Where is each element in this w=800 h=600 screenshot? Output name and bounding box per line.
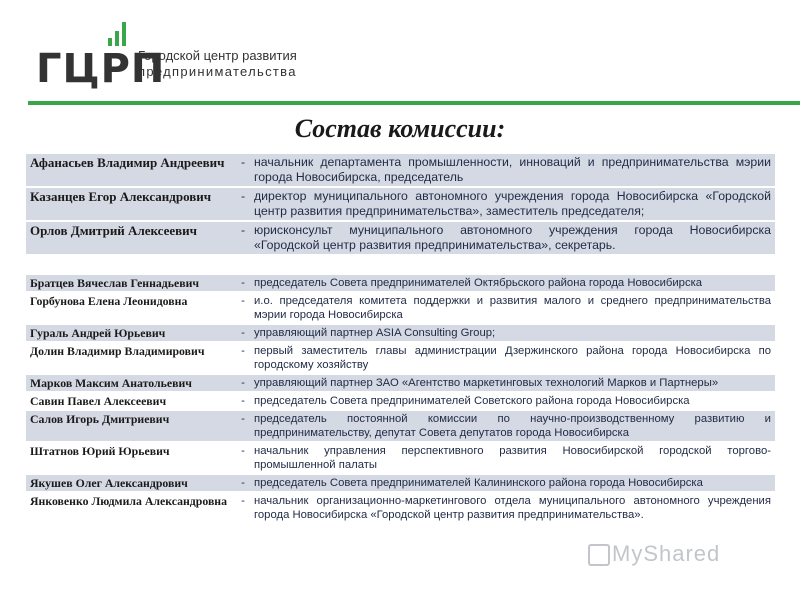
member-role: управляющий партнер ASIA Consulting Group; — [250, 325, 775, 341]
member-name: Савин Павел Алексеевич — [26, 393, 236, 409]
logo-abbreviation: ГЦРП — [36, 46, 166, 92]
logo — [36, 20, 336, 90]
member-dash: - — [236, 275, 250, 291]
member-dash: - — [236, 375, 250, 391]
member-role: директор муниципального автономного учреждения города Новосибирска «Городской центр развития предпринимательства», заместитель председателя; — [250, 188, 775, 220]
member-dash: - — [236, 411, 250, 441]
leadership-table — [26, 152, 775, 256]
member-row — [26, 393, 775, 409]
member-name: Горбунова Елена Леонидовна — [26, 293, 236, 323]
member-name: Марков Максим Анатольевич — [26, 375, 236, 391]
member-dash: - — [236, 325, 250, 341]
member-name: Гураль Андрей Юрьевич — [26, 325, 236, 341]
member-dash: - — [236, 493, 250, 523]
member-row — [26, 188, 775, 220]
member-name: Янковенко Людмила Александровна — [26, 493, 236, 523]
watermark-icon — [588, 544, 610, 566]
member-row — [26, 154, 775, 186]
member-row — [26, 375, 775, 391]
member-row — [26, 493, 775, 523]
member-role: председатель Совета предпринимателей Калининского района города Новосибирска — [250, 475, 775, 491]
member-role: первый заместитель главы администрации Дзержинского района города Новосибирска по городскому хозяйству — [250, 343, 775, 373]
member-name: Якушев Олег Александрович — [26, 475, 236, 491]
header-divider — [28, 101, 800, 105]
member-name: Орлов Дмитрий Алексеевич — [26, 222, 236, 254]
logo-text — [138, 48, 297, 80]
member-dash: - — [236, 154, 250, 186]
member-dash: - — [236, 293, 250, 323]
member-role: юрисконсульт муниципального автономного учреждения города Новосибирска «Городской центр развития предпринимательства», секретарь. — [250, 222, 775, 254]
watermark — [612, 541, 720, 567]
member-row — [26, 343, 775, 373]
watermark-text: MyShared — [612, 541, 721, 566]
member-row — [26, 325, 775, 341]
member-dash: - — [236, 475, 250, 491]
member-role: председатель Совета предпринимателей Советского района города Новосибирска — [250, 393, 775, 409]
member-role: и.о. председателя комитета поддержки и развития малого и среднего предпринимательства мэрии города Новосибирска — [250, 293, 775, 323]
bar-chart-icon — [108, 20, 132, 46]
member-role: начальник департамента промышленности, инноваций и предпринимательства мэрии города Новосибирска, председатель — [250, 154, 775, 186]
members-table — [26, 273, 775, 525]
member-row — [26, 293, 775, 323]
member-role: председатель постоянной комиссии по научно-производственному развитию и предпринимательству, депутат Совета депутатов города Новосибирска — [250, 411, 775, 441]
member-role: председатель Совета предпринимателей Октябрьского района города Новосибирска — [250, 275, 775, 291]
member-name: Штатнов Юрий Юрьевич — [26, 443, 236, 473]
member-name: Салов Игорь Дмитриевич — [26, 411, 236, 441]
member-row — [26, 475, 775, 491]
member-dash: - — [236, 343, 250, 373]
member-dash: - — [236, 222, 250, 254]
member-row — [26, 411, 775, 441]
member-role: начальник управления перспективного развития Новосибирской городской торгово-промышленной палаты — [250, 443, 775, 473]
member-dash: - — [236, 393, 250, 409]
member-role: управляющий партнер ЗАО «Агентство маркетинговых технологий Марков и Партнеры» — [250, 375, 775, 391]
member-row — [26, 275, 775, 291]
member-name: Казанцев Егор Александрович — [26, 188, 236, 220]
member-dash: - — [236, 188, 250, 220]
logo-line-2: предпринимательства — [138, 64, 297, 79]
member-name: Афанасьев Владимир Андреевич — [26, 154, 236, 186]
member-row — [26, 222, 775, 254]
page-title: Состав комиссии: — [294, 114, 506, 143]
member-dash: - — [236, 443, 250, 473]
member-row — [26, 443, 775, 473]
member-name: Долин Владимир Владимирович — [26, 343, 236, 373]
logo-line-1: Городской центр развития — [138, 48, 297, 63]
member-role: начальник организационно-маркетингового отдела муниципального автономного учреждения города Новосибирска «Городской центр развития предпринимательства». — [250, 493, 775, 523]
member-name: Братцев Вячеслав Геннадьевич — [26, 275, 236, 291]
